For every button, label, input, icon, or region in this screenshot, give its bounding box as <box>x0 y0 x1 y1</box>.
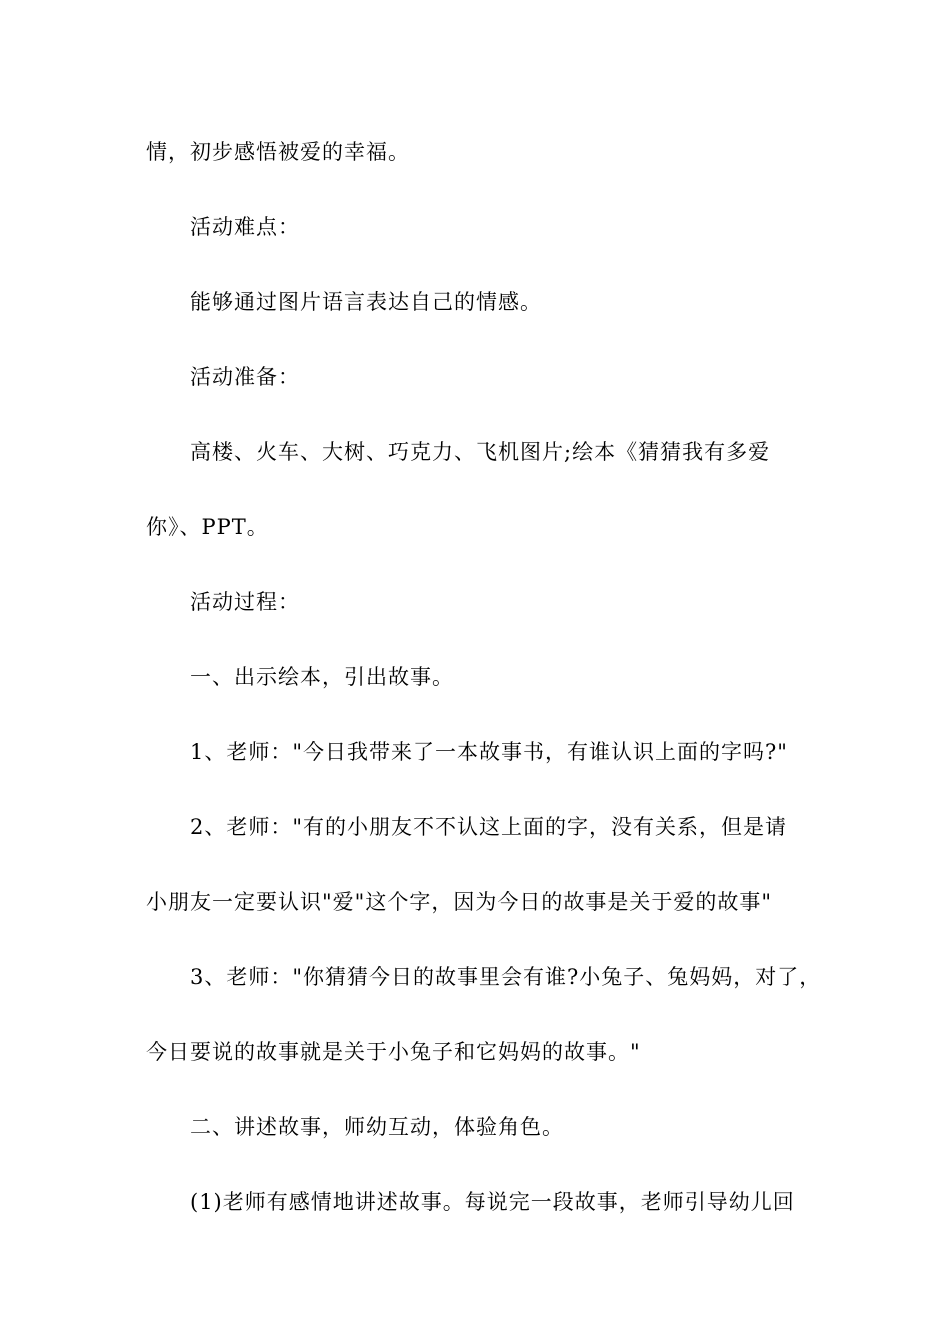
text-line: 能够通过图片语言表达自己的情感。 <box>190 290 542 314</box>
text-line: 3、老师："你猜猜今日的故事里会有谁?小兔子、兔妈妈，对了， <box>190 965 822 989</box>
section-heading-process: 活动过程： <box>190 590 300 614</box>
text-line: 小朋友一定要认识"爱"这个字，因为今日的故事是关于爱的故事" <box>146 890 772 914</box>
text-line: 高楼、火车、大树、巧克力、飞机图片;绘本《猜猜我有多爱 <box>190 440 771 464</box>
text-line: 1、老师："今日我带来了一本故事书，有谁认识上面的字吗?" <box>190 740 788 764</box>
text-line: (1)老师有感情地讲述故事。每说完一段故事，老师引导幼儿回 <box>190 1190 795 1214</box>
section-heading-difficulty: 活动难点： <box>190 215 300 239</box>
text-line: 二、讲述故事，师幼互动，体验角色。 <box>190 1115 564 1139</box>
text-line: 你》、PPT。 <box>146 515 269 539</box>
text-line: 一、出示绘本，引出故事。 <box>190 665 454 689</box>
text-line: 2、老师："有的小朋友不不认这上面的字，没有关系，但是请 <box>190 815 788 839</box>
section-heading-preparation: 活动准备： <box>190 365 300 389</box>
text-line: 今日要说的故事就是关于小兔子和它妈妈的故事。" <box>146 1040 641 1064</box>
text-line: 情，初步感悟被爱的幸福。 <box>146 140 410 164</box>
